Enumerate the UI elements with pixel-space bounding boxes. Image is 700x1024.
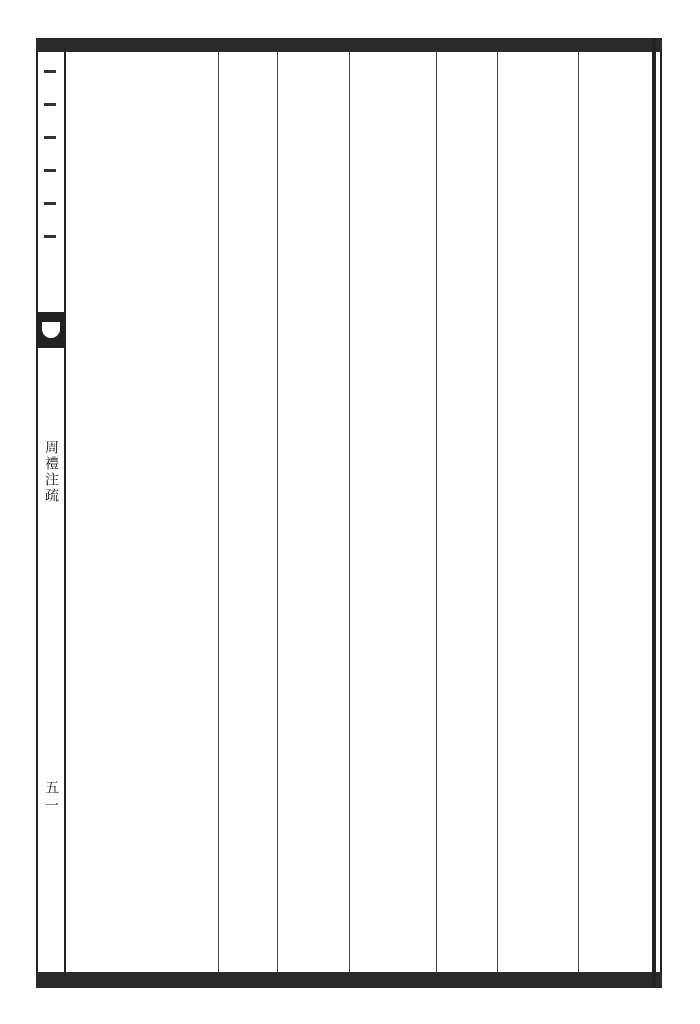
text-column-1 [590,58,630,968]
text-column-7 [282,58,322,968]
column-rule [277,52,278,972]
column-rule [436,52,437,972]
right-border [652,38,656,988]
text-column-8 [226,58,266,968]
text-column-9 [168,58,208,968]
margin-decoration [40,70,60,310]
text-column-2 [542,58,582,968]
text-column-5 [394,58,434,968]
text-column-10 [128,58,168,968]
bottom-border [36,972,662,988]
top-border [36,38,662,52]
text-column-12 [58,58,98,968]
text-column-4 [446,58,486,968]
margin-title: 周禮注疏 [43,440,59,504]
page-number: 五一 [43,780,59,816]
text-column-6 [354,58,394,968]
column-rule [218,52,219,972]
text-column-3 [502,58,542,968]
column-rule [497,52,498,972]
column-rule [349,52,350,972]
